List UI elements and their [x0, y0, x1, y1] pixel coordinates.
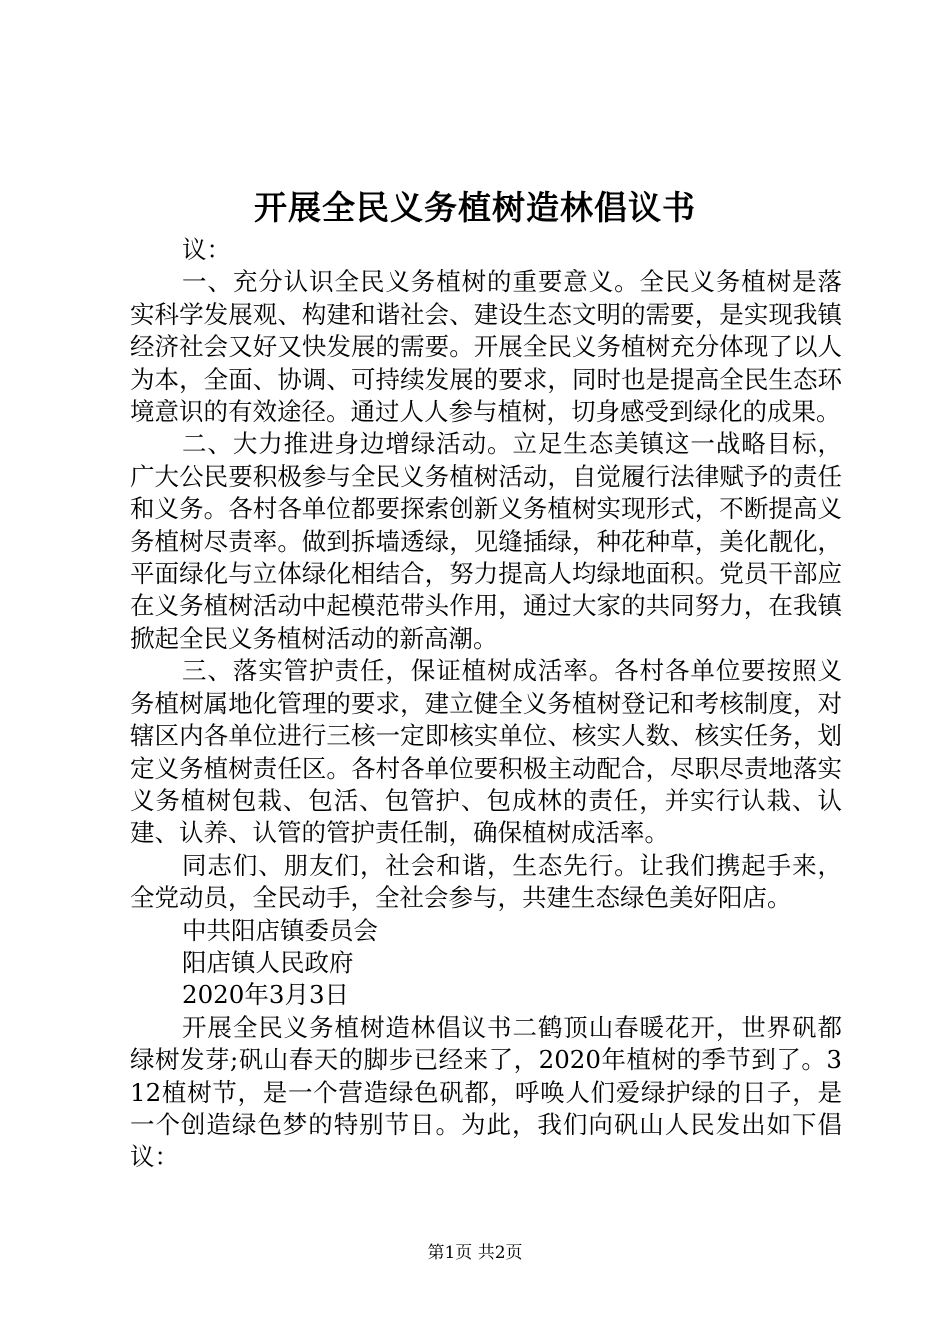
paragraph-section-three: 三、落实管护责任，保证植树成活率。各村各单位要按照义务植树属地化管理的要求，建立健全义务植树登记和考核制度，对辖区内各单位进行三核一定即核实单位、核实人数、核实任务，划定义务植树责任区。各村各单位要积极主动配合，尽职尽责地落实义务植树包栽、包活、包管护、包成林的责任，并实行认栽、认建、认养、认管的管护责任制，确保植树成活率。: [130, 656, 842, 848]
signature-date: 2020年3月3日: [182, 980, 350, 1010]
paragraph-section-two: 二、大力推进身边增绿活动。立足生态美镇这一战略目标，广大公民要积极参与全民义务植树活动，自觉履行法律赋予的责任和义务。各村各单位都要探索创新义务植树实现形式，不断提高义务植树尽责率。做到拆墙透绿，见缝插绿，种花种草，美化靓化，平面绿化与立体绿化相结合，努力提高人均绿地面积。党员干部应在义务植树活动中起模范带头作用，通过大家的共同努力，在我镇掀起全民义务植树活动的新高潮。: [130, 429, 842, 653]
salutation-line: 议：: [182, 235, 231, 264]
page-number-footer: 第1页 共2页: [427, 1243, 523, 1263]
paragraph-section-one: 一、充分认识全民义务植树的重要意义。全民义务植树是落实科学发展观、构建和谐社会、建设生态文明的需要，是实现我镇经济社会又好又快发展的需要。开展全民义务植树充分体现了以人为本，全面、协调、可持续发展的要求，同时也是提高全民生态环境意识的有效途径。通过人人参与植树，切身感受到绿化的成果。: [130, 267, 842, 427]
paragraph-second-proposal: 开展全民义务植树造林倡议书二鹤顶山春暖花开，世界矾都绿树发芽;矾山春天的脚步已经来了，2020年植树的季节到了。312植树节，是一个营造绿色矾都，呼唤人们爱绿护绿的日子，是一个创造绿色梦的特别节日。为此，我们向矾山人民发出如下倡议：: [130, 1012, 842, 1172]
signature-town-government: 阳店镇人民政府: [182, 947, 354, 977]
signature-party-committee: 中共阳店镇委员会: [182, 915, 378, 945]
document-title: 开展全民义务植树造林倡议书: [254, 188, 696, 227]
paragraph-closing-call: 同志们、朋友们，社会和谐，生态先行。让我们携起手来，全党动员，全民动手，全社会参与，共建生态绿色美好阳店。: [130, 850, 842, 913]
document-body: [130, 234, 842, 1174]
